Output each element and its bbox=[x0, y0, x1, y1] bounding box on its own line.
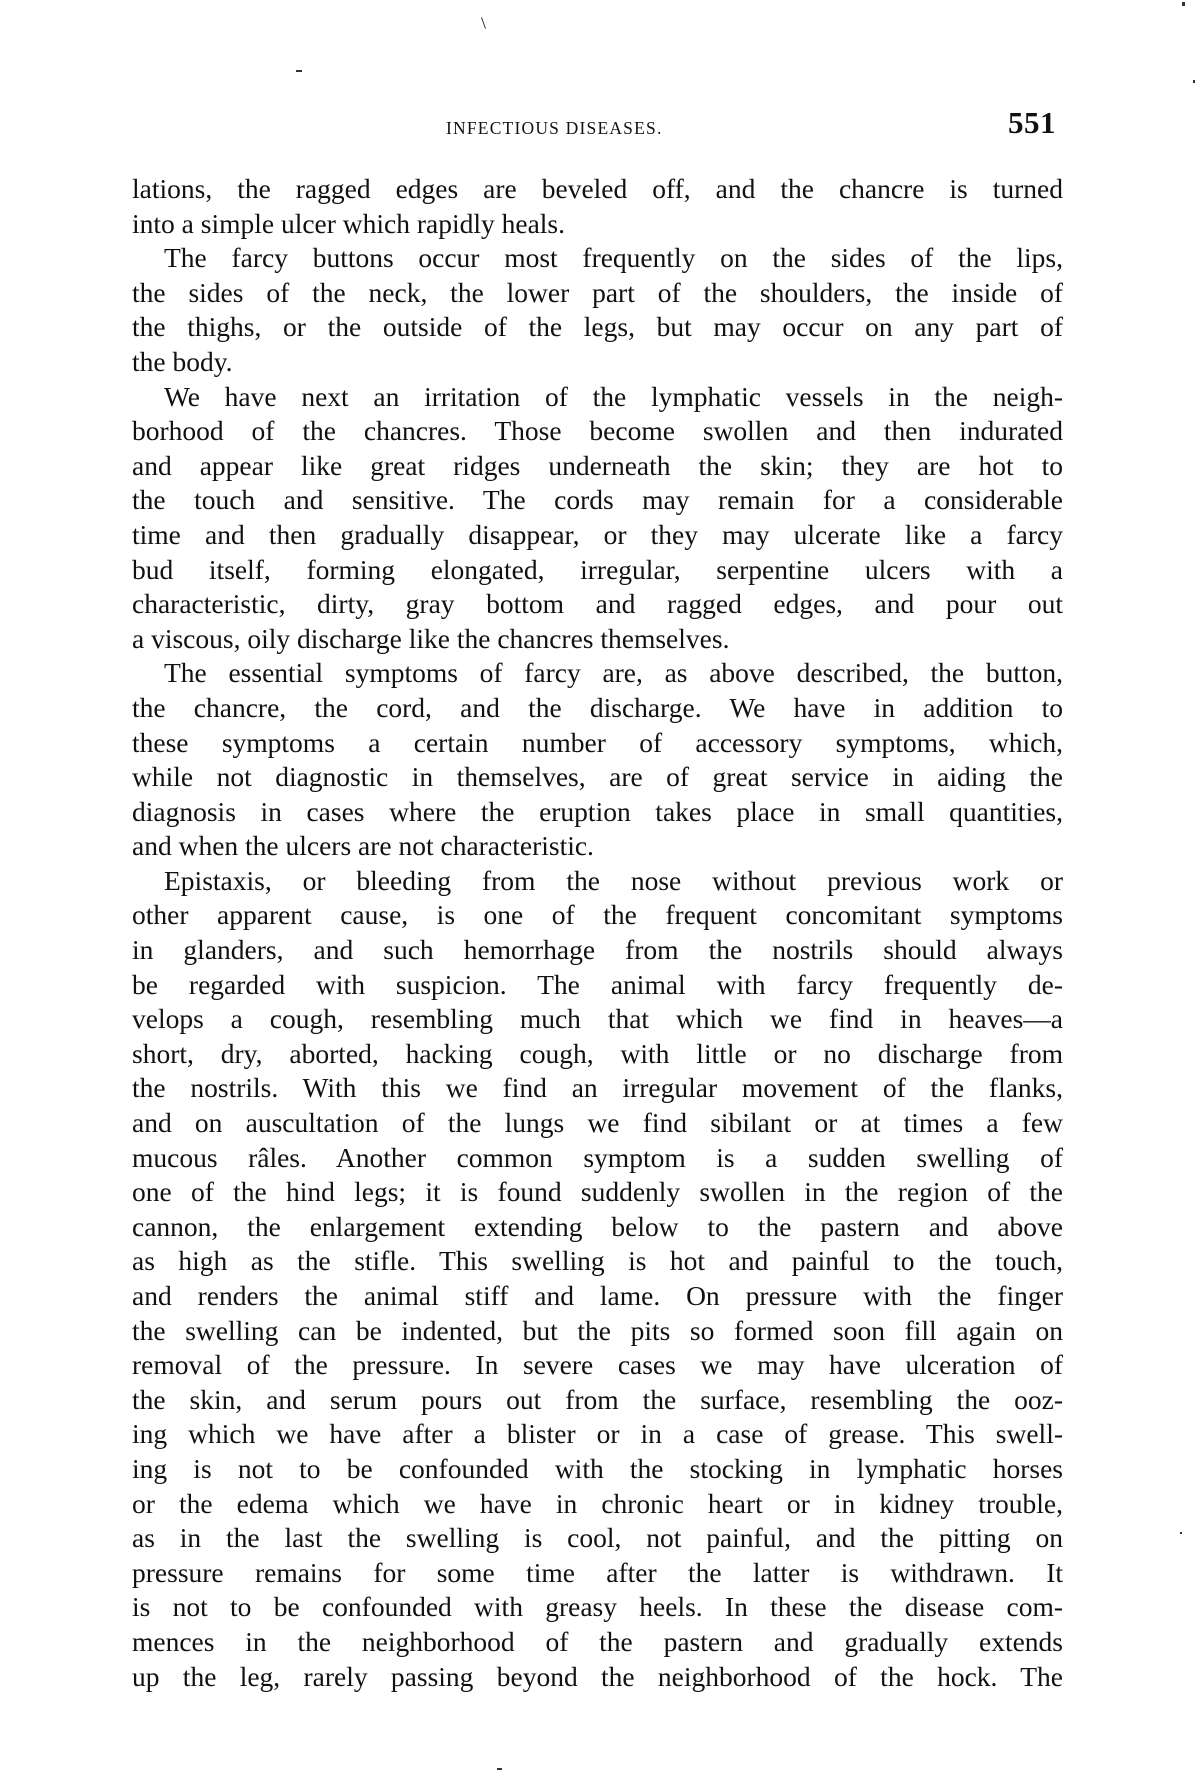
text-line: the swelling can be indented, but the pits so formed soon fill again on bbox=[132, 1314, 1063, 1346]
text-line: The farcy buttons occur most frequently on the sides of the lips, bbox=[164, 242, 1063, 274]
text-line: pressure remains for some time after the latter is withdrawn. It bbox=[132, 1556, 1063, 1588]
text-line: be regarded with suspicion. The animal with farcy frequently de- bbox=[132, 968, 1063, 1000]
text-line: the sides of the neck, the lower part of the shoulders, the inside of bbox=[132, 276, 1063, 308]
text-line: mences in the neighborhood of the pastern and gradually extends bbox=[132, 1625, 1063, 1657]
running-head: INFECTIOUS DISEASES. bbox=[446, 118, 663, 138]
text-line: a viscous, oily discharge like the chancres themselves. bbox=[132, 622, 730, 654]
text-line: the skin, and serum pours out from the surface, resembling the ooz- bbox=[132, 1383, 1063, 1415]
text-line: while not diagnostic in themselves, are of great service in aiding the bbox=[132, 761, 1063, 793]
page-number: 551 bbox=[1008, 105, 1056, 140]
text-line: the chancre, the cord, and the discharge. We have in addition to bbox=[132, 691, 1063, 723]
text-line: ing is not to be confounded with the stocking in lymphatic horses bbox=[132, 1452, 1063, 1484]
text-line: cannon, the enlargement extending below to the pastern and above bbox=[132, 1210, 1063, 1242]
text-line: up the leg, rarely passing beyond the neighborhood of the hock. The bbox=[132, 1660, 1063, 1692]
body-text bbox=[132, 172, 1063, 1694]
text-line: The essential symptoms of farcy are, as above described, the button, bbox=[164, 657, 1063, 689]
text-line: diagnosis in cases where the eruption takes place in small quantities, bbox=[132, 795, 1063, 827]
text-line: and on auscultation of the lungs we find sibilant or at times a few bbox=[132, 1107, 1063, 1139]
text-line: lations, the ragged edges are beveled off, and the chancre is turned bbox=[132, 173, 1063, 204]
text-line: Epistaxis, or bleeding from the nose without previous work or bbox=[164, 864, 1063, 896]
text-line: mucous râles. Another common symptom is a sudden swelling of bbox=[132, 1141, 1063, 1173]
text-line: time and then gradually disappear, or they may ulcerate like a farcy bbox=[132, 518, 1063, 550]
scan-speck bbox=[1182, 2, 1185, 6]
scan-speck bbox=[296, 70, 302, 72]
text-line: one of the hind legs; it is found suddenly swollen in the region of the bbox=[132, 1176, 1063, 1208]
scan-speck bbox=[1193, 80, 1195, 83]
text-line: and renders the animal stiff and lame. On pressure with the finger bbox=[132, 1280, 1063, 1311]
text-line: removal of the pressure. In severe cases we may have ulceration of bbox=[132, 1349, 1063, 1381]
text-line: and appear like great ridges underneath the skin; they are hot to bbox=[132, 449, 1063, 481]
text-line: the nostrils. With this we find an irregular movement of the flanks, bbox=[132, 1072, 1063, 1104]
text-line: other apparent cause, is one of the frequent concomitant symptoms bbox=[132, 899, 1063, 931]
text-line: the touch and sensitive. The cords may remain for a considerable bbox=[132, 484, 1063, 516]
text-line: the body. bbox=[132, 345, 233, 377]
text-line: the thighs, or the outside of the legs, but may occur on any part of bbox=[132, 311, 1063, 343]
scan-speck bbox=[1180, 1532, 1182, 1534]
text-line: characteristic, dirty, gray bottom and ragged edges, and pour out bbox=[132, 588, 1063, 620]
text-line: bud itself, forming elongated, irregular, serpentine ulcers with a bbox=[132, 553, 1063, 585]
text-line: as in the last the swelling is cool, not painful, and the pitting on bbox=[132, 1522, 1063, 1554]
text-line: is not to be confounded with greasy heels. In these the disease com- bbox=[132, 1591, 1063, 1623]
text-line: ing which we have after a blister or in a case of grease. This swell- bbox=[132, 1418, 1063, 1450]
text-line: in glanders, and such hemorrhage from the nostrils should always bbox=[132, 934, 1063, 966]
text-line: short, dry, aborted, hacking cough, with little or no discharge from bbox=[132, 1037, 1063, 1069]
text-line: borhood of the chancres. Those become swollen and then indurated bbox=[132, 415, 1063, 447]
text-line: into a simple ulcer which rapidly heals. bbox=[132, 207, 566, 239]
text-line: these symptoms a certain number of accessory symptoms, which, bbox=[132, 726, 1063, 758]
text-line: or the edema which we have in chronic heart or in kidney trouble, bbox=[132, 1487, 1063, 1519]
text-line: and when the ulcers are not characteristic. bbox=[132, 830, 594, 862]
text-line: velops a cough, resembling much that which we find in heaves—a bbox=[132, 1003, 1063, 1035]
scan-speck bbox=[497, 1768, 502, 1770]
text-line: We have next an irritation of the lymphatic vessels in the neigh- bbox=[164, 380, 1063, 412]
scan-speck bbox=[481, 17, 486, 29]
text-line: as high as the stifle. This swelling is hot and painful to the touch, bbox=[132, 1245, 1063, 1277]
